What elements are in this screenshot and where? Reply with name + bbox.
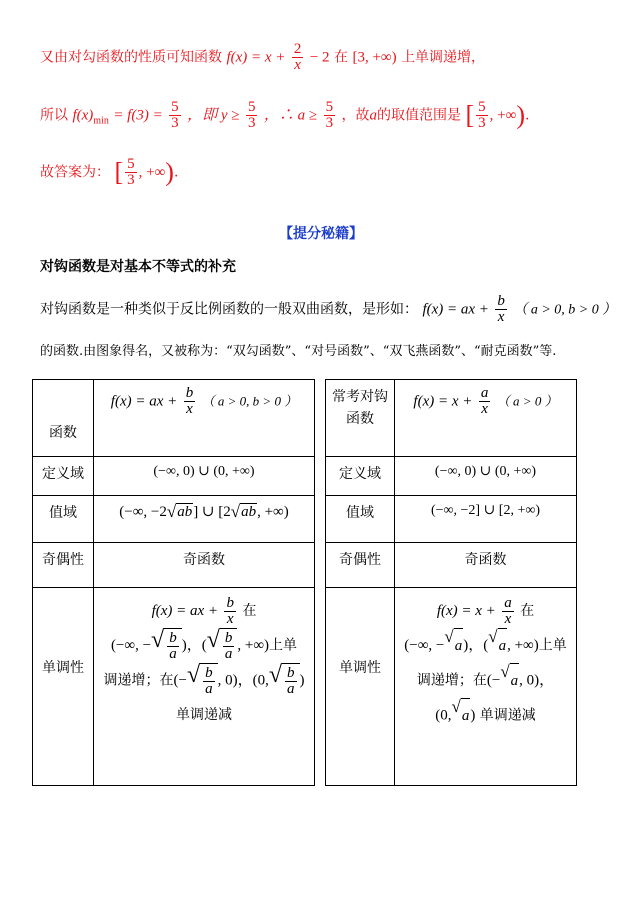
- left-parity-label: 奇偶性: [33, 543, 94, 588]
- line2-t2: ，即 y ≥: [187, 107, 240, 124]
- left-mono-l3-sqrt-1-den: a: [205, 681, 213, 698]
- line1-suffix: 上单调递增，: [401, 49, 486, 66]
- left-mono-l2-b: )，: [181, 637, 202, 654]
- answer-line: [40, 157, 178, 188]
- left-domain-label: 定义域: [33, 457, 94, 496]
- right-mono-line-2: [395, 628, 576, 663]
- line2-range-num: 5: [478, 99, 486, 115]
- line2-frac-1-den: 3: [171, 115, 179, 131]
- right-row-function: [326, 380, 577, 457]
- right-parity-value: 奇函数: [395, 543, 577, 588]
- right-mono-l3-a: 调递增；在: [416, 672, 487, 689]
- left-mono-line-4: 单调递减: [176, 707, 232, 723]
- left-mono-cell: [94, 588, 315, 786]
- line1-expr-right: − 2: [309, 49, 330, 66]
- right-mono-l4-a: (0,: [435, 707, 452, 724]
- right-function-expr: f(x) = x +: [413, 393, 473, 410]
- left-mono-frac: [224, 596, 236, 627]
- line2-prefix: 所以: [40, 107, 68, 124]
- left-mono-line-1: [94, 594, 314, 628]
- line2-frac-1: [169, 100, 181, 131]
- solution-line-1: [40, 42, 485, 73]
- left-row-range: [33, 496, 315, 543]
- left-mono-l2-sqrt-2-den: a: [224, 646, 233, 663]
- left-mono-l3-d: ): [299, 672, 305, 689]
- answer-right-paren: ): [165, 157, 174, 187]
- solution-line-2: [40, 100, 529, 131]
- right-row-domain: [326, 457, 577, 496]
- left-mono-l2-sqrt-1: √ $\frac{b}{a}$: [151, 628, 182, 663]
- right-mono-l2-sqrt-2: √ a: [488, 628, 507, 663]
- left-mono-l3-sqrt-2-num: b: [287, 665, 295, 682]
- right-mono-l4-sqrt-arg: a: [461, 698, 471, 733]
- left-mono-l2-e: 上单: [269, 637, 298, 654]
- line1-interval: [3, +∞): [352, 49, 397, 66]
- right-function-cond: （ a > 0 ）: [496, 393, 558, 409]
- line2-fmin: f(x): [72, 107, 94, 124]
- paragraph-line-2: 的函数.由图象得名，又被称为：“双勾函数”、“对号函数”、“双飞燕函数”、“耐克函数”等.: [40, 344, 557, 359]
- line2-range-den: 3: [478, 115, 486, 131]
- left-function-den: x: [186, 401, 193, 417]
- left-function-frac: [184, 386, 196, 417]
- paragraph-line-1: [40, 294, 616, 325]
- subtitle: 对钩函数是对基本不等式的补充: [40, 259, 236, 275]
- left-row-monotonic: [33, 588, 315, 786]
- right-function-den: x: [481, 401, 488, 417]
- answer-left-bracket: [: [114, 157, 124, 187]
- right-parity-label: 奇偶性: [326, 543, 395, 588]
- left-mono-l3-c: , 0)，(0,: [217, 672, 269, 689]
- left-mono-line-3: [94, 663, 314, 698]
- left-mono-l3-b: (−: [173, 672, 187, 689]
- line1-frac-num: 2: [293, 41, 302, 57]
- left-mono-l2-sqrt-1-den: a: [169, 646, 177, 663]
- left-parity-value: 奇函数: [94, 543, 315, 588]
- right-mono-l2-sqrt-1: √ a: [444, 628, 463, 663]
- left-function-expr: f(x) = ax +: [110, 393, 178, 410]
- answer-prefix: 故答案为：: [40, 164, 110, 181]
- line2-range-right-paren: ): [516, 100, 525, 130]
- line2-frac-3: [324, 100, 336, 131]
- answer-frac-den: 3: [127, 172, 135, 188]
- line2-range-frac: [476, 100, 488, 131]
- line2-frac-3-den: 3: [325, 115, 334, 131]
- right-mono-l4-sqrt: √ a: [451, 698, 470, 733]
- right-mono-cell: [395, 588, 577, 786]
- line2-avar: a: [369, 107, 378, 124]
- line2-frac-1-num: 5: [171, 99, 179, 115]
- paragraph-expr: f(x) = ax +: [422, 301, 489, 318]
- left-range-part-2: ] ∪ [2: [193, 504, 231, 520]
- right-mono-line-1: [395, 594, 576, 628]
- right-table: [325, 379, 577, 786]
- left-mono-l2-d: , +∞): [237, 637, 270, 654]
- line2-range-tail: , +∞: [489, 107, 517, 124]
- right-mono-frac-num: a: [504, 594, 512, 611]
- section-heading: 【提分秘籍】: [279, 226, 363, 242]
- left-mono-l2-a: (−∞, −: [110, 637, 152, 654]
- right-mono-l4-c: 单调递减: [479, 707, 536, 724]
- right-mono-tail: 在: [520, 603, 535, 619]
- left-mono-l3-sqrt-1: √ $\frac{b}{a}$: [187, 663, 218, 698]
- right-mono-l3-b: (−: [486, 672, 501, 689]
- left-mono-line-2: [94, 628, 314, 663]
- left-mono-frac-den: x: [226, 610, 234, 627]
- line2-end: .: [525, 107, 530, 124]
- answer-frac-num: 5: [127, 156, 135, 172]
- right-mono-l2-b: )，(: [463, 637, 489, 654]
- right-mono-expr: f(x) = x +: [436, 603, 496, 619]
- right-mono-label: 单调性: [326, 588, 395, 786]
- right-range-label: 值域: [326, 496, 395, 543]
- answer-end: .: [173, 164, 179, 181]
- left-range-part-3: , +∞): [257, 504, 289, 520]
- left-function-label: 函数: [33, 380, 94, 457]
- right-row-range: [326, 496, 577, 543]
- right-mono-l3-sqrt-arg: a: [510, 663, 520, 698]
- paragraph-text-1: 对钩函数是一种类似于反比例函数的一般双曲函数，是形如：: [40, 301, 418, 318]
- right-range-value: (−∞, −2] ∪ [2, +∞): [395, 496, 577, 543]
- line2-frac-3-num: 5: [325, 99, 334, 115]
- paragraph-frac: [495, 294, 507, 325]
- left-mono-l3-sqrt-2-den: a: [287, 681, 295, 698]
- right-mono-l2-sqrt-2-arg: a: [498, 628, 508, 663]
- right-mono-l2-c: , +∞): [507, 637, 539, 654]
- line2-min-subscript: min: [93, 115, 109, 127]
- right-mono-l3-sqrt: √ a: [500, 663, 519, 698]
- right-function-cell: [395, 380, 577, 457]
- right-mono-line-3: [395, 663, 576, 698]
- right-row-monotonic: [326, 588, 577, 786]
- line2-t3: ，∴ a ≥: [263, 107, 318, 124]
- left-mono-label: 单调性: [33, 588, 94, 786]
- line2-t4: ，故: [341, 107, 370, 124]
- line2-eq: = f(3) =: [113, 107, 163, 124]
- left-range-sqrt-1-arg: ab: [177, 504, 193, 520]
- line1-fraction: [292, 42, 304, 73]
- line2-frac-2: [246, 100, 258, 131]
- line2-range-left-bracket: [: [465, 100, 475, 130]
- right-row-parity: [326, 543, 577, 588]
- right-mono-line-4: [395, 698, 576, 733]
- left-mono-l3-sqrt-2: √ $\frac{b}{a}$: [269, 663, 300, 698]
- line2-t5: 的取值范围是: [377, 107, 462, 124]
- left-mono-l3-sqrt-1-num: b: [205, 665, 213, 682]
- line1-frac-den: x: [294, 57, 301, 73]
- right-function-label: 常考对钩函数: [326, 380, 395, 457]
- right-mono-frac-den: x: [504, 610, 512, 627]
- left-mono-expr: f(x) = ax +: [151, 603, 219, 619]
- line1-expr-left: f(x) = x +: [226, 49, 286, 66]
- left-range-sqrt-1: √ ab: [166, 502, 193, 521]
- left-row-function: [33, 380, 315, 457]
- left-domain-value: (−∞, 0) ∪ (0, +∞): [94, 457, 315, 496]
- left-table: [32, 379, 315, 786]
- left-row-parity: [33, 543, 315, 588]
- left-range-sqrt-2-arg: ab: [241, 504, 257, 520]
- left-row-domain: [33, 457, 315, 496]
- paragraph-frac-den: x: [497, 309, 505, 325]
- left-mono-frac-num: b: [226, 594, 234, 611]
- right-mono-l2-sqrt-1-arg: a: [454, 628, 464, 663]
- left-range-label: 值域: [33, 496, 94, 543]
- left-mono-l2-sqrt-1-num: b: [169, 630, 177, 647]
- line2-frac-2-num: 5: [247, 99, 256, 115]
- left-range-part-1: (−∞, −2: [119, 504, 167, 520]
- right-domain-value: (−∞, 0) ∪ (0, +∞): [395, 457, 577, 496]
- left-function-cond: （ a > 0, b > 0 ）: [201, 393, 298, 409]
- answer-tail: , +∞: [138, 164, 166, 181]
- line1-prefix: 又由对勾函数的性质可知函数: [40, 49, 222, 66]
- left-mono-l2-c: (: [201, 637, 207, 654]
- right-mono-frac: [502, 596, 514, 627]
- right-mono-l2-d: 上单: [538, 637, 567, 654]
- answer-frac: [125, 157, 137, 188]
- left-function-cell: [94, 380, 315, 457]
- right-function-frac: [479, 386, 491, 417]
- right-function-num: a: [480, 385, 489, 401]
- left-mono-tail: 在: [242, 603, 257, 619]
- left-function-num: b: [185, 385, 194, 401]
- paragraph-cond: （ a > 0, b > 0 ）: [513, 302, 617, 318]
- left-range-value: [94, 496, 315, 543]
- paragraph-frac-num: b: [497, 293, 505, 309]
- line1-mid: 在: [334, 49, 348, 66]
- right-mono-l4-b: ): [470, 707, 476, 724]
- right-mono-l2-a: (−∞, −: [404, 637, 445, 654]
- left-mono-l3-a: 调递增；在: [103, 672, 174, 689]
- left-mono-l2-sqrt-2-num: b: [224, 630, 233, 647]
- left-range-sqrt-2: √ ab: [230, 502, 257, 521]
- line2-frac-2-den: 3: [247, 115, 256, 131]
- right-mono-l3-c: , 0)，: [519, 672, 555, 689]
- left-mono-l2-sqrt-2: √ $\frac{b}{a}$: [207, 628, 238, 663]
- right-domain-label: 定义域: [326, 457, 395, 496]
